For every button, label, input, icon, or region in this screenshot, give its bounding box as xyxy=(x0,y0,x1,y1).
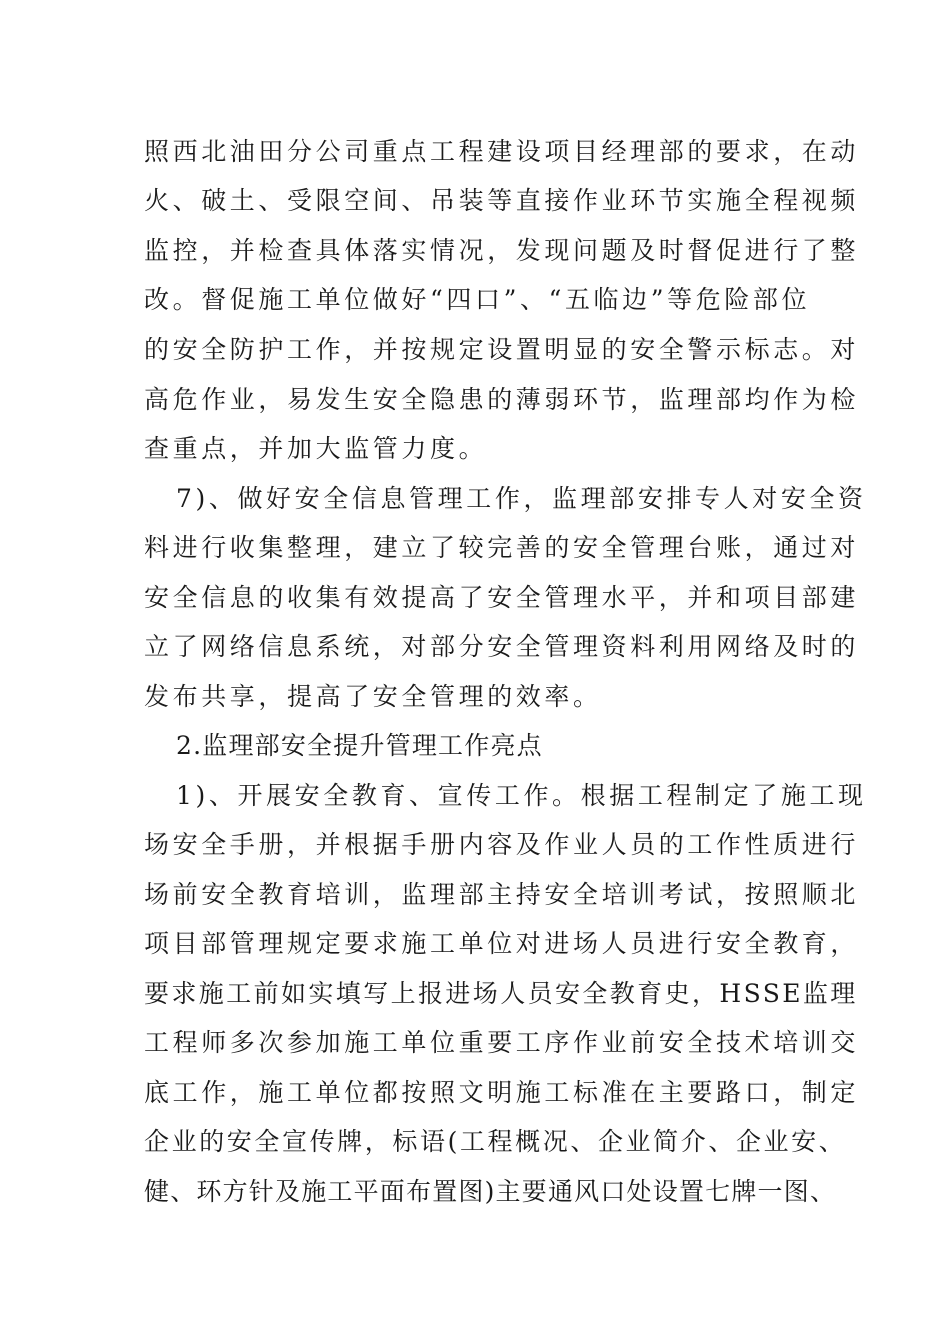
text-line: 高危作业，易发生安全隐患的薄弱环节，监理部均作为检 xyxy=(144,385,860,414)
text-line: 的安全防护工作，并按规定设置明显的安全警示标志。对 xyxy=(144,335,860,364)
text-line: 发布共享，提高了安全管理的效率。 xyxy=(144,682,602,711)
text-line: 改。督促施工单位做好“四口”、“五临边”等危险部位 xyxy=(144,285,811,314)
text-line: 立了网络信息系统，对部分安全管理资料利用网络及时的 xyxy=(144,632,860,661)
text-line: 料进行收集整理，建立了较完善的安全管理台账，通过对 xyxy=(144,533,860,562)
text-line: 项目部管理规定要求施工单位对进场人员进行安全教育， xyxy=(144,929,860,958)
text-line: 健、环方针及施工平面布置图)主要通风口处设置七牌一图、 xyxy=(144,1177,837,1206)
text-line: 场安全手册，并根据手册内容及作业人员的工作性质进行 xyxy=(144,830,860,859)
text-line: 企业的安全宣传牌，标语(工程概况、企业简介、企业安、 xyxy=(144,1127,847,1156)
text-line: 监控，并检查具体落实情况，发现问题及时督促进行了整 xyxy=(144,236,860,265)
text-line: 要求施工前如实填写上报进场人员安全教育史，HSSE监理 xyxy=(144,979,858,1008)
text-line: 工程师多次参加施工单位重要工序作业前安全技术培训交 xyxy=(144,1028,860,1057)
text-line: 安全信息的收集有效提高了安全管理水平，并和项目部建 xyxy=(144,583,860,612)
text-line: 1)、开展安全教育、宣传工作。根据工程制定了施工现 xyxy=(176,781,867,810)
text-line: 火、破土、受限空间、吊装等直接作业环节实施全程视频 xyxy=(144,186,860,215)
text-line: 场前安全教育培训，监理部主持安全培训考试，按照顺北 xyxy=(144,880,860,909)
text-line: 7)、做好安全信息管理工作，监理部安排专人对安全资 xyxy=(176,484,867,513)
text-line: 查重点，并加大监管力度。 xyxy=(144,434,488,463)
text-line: 底工作，施工单位都按照文明施工标准在主要路口，制定 xyxy=(144,1078,860,1107)
section-heading: 2.监理部安全提升管理工作亮点 xyxy=(176,731,543,760)
text-line: 照西北油田分公司重点工程建设项目经理部的要求，在动 xyxy=(144,137,860,166)
